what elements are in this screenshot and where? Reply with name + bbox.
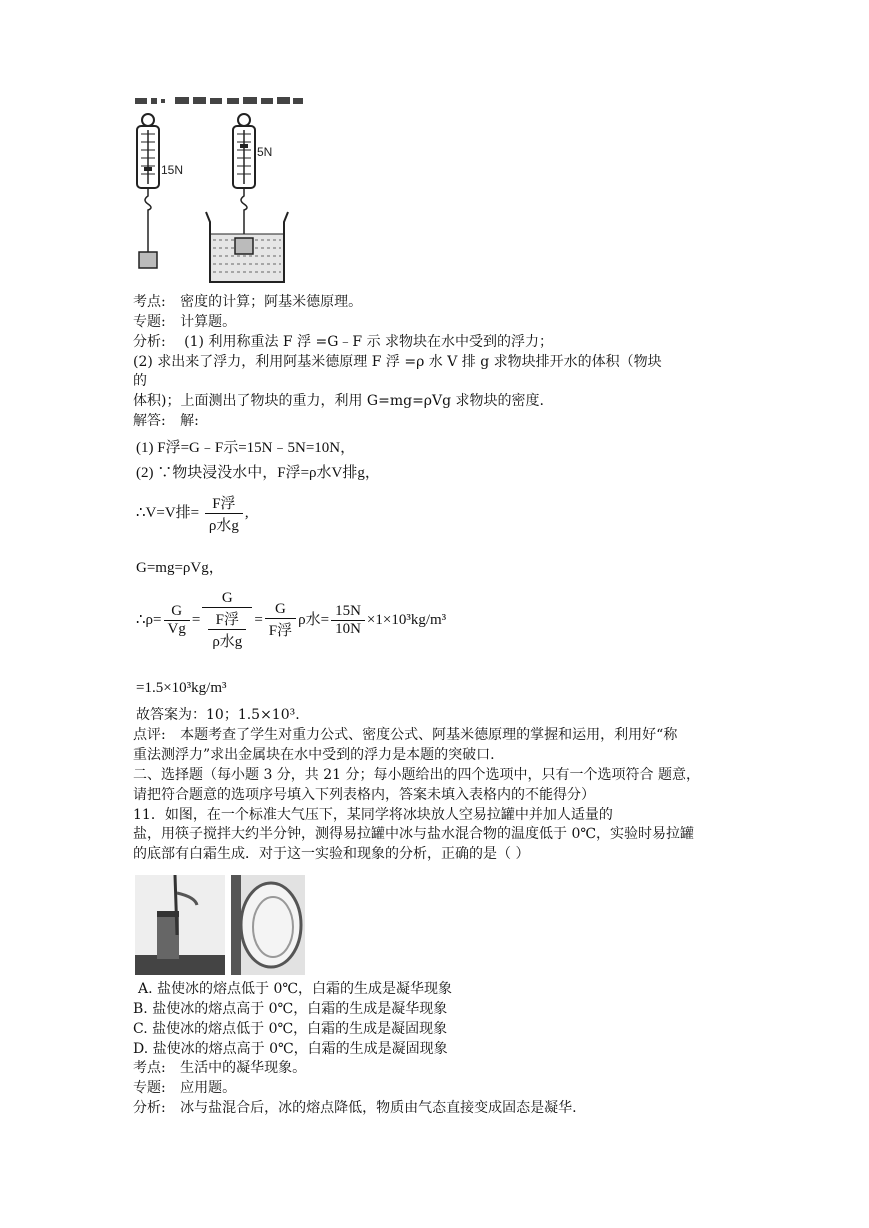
step-3-denominator: ρ水g [208,518,239,534]
q11-stem-1: 11．如图，在一个标准大气压下，某同学将冰块放人空易拉罐中并加人适量的 [133,807,613,823]
zhuanti-line [133,312,236,332]
q11-option-d: D. 盐使冰的熔点高于 0℃，白霜的生成是凝固现象 [133,1041,448,1057]
step-5-f4-den: 10N [335,621,361,637]
dianping-label: 点评: [133,727,166,743]
q11-zhuanti-text: 应用题。 [180,1080,237,1096]
step-5-rho: ρ水= [298,611,330,628]
q11-kaodian-text: 生活中的凝华现象。 [180,1060,307,1076]
q11-fenxi-line [133,1098,577,1118]
section-2-header-1: 二、选择题（每小题 3 分，共 21 分；每小题给出的四个选项中，只有一个选项符合 题意， [133,767,700,783]
left-scale-reading: 15N [161,163,184,177]
zhuanti-text: 计算题。 [180,314,237,330]
step-4: G=mg=ρVg， [136,560,224,576]
step-5-f1-den: Vg [167,621,186,637]
q11-stem-2: 盐，用筷子搅拌大约半分钟，测得易拉罐中冰与盐水混合物的温度低于 0℃，实验时易拉罐 [133,826,695,842]
fenxi-text-4: 体积)；上面测出了物块的重力，利用 G=mg=ρVg 求物块的密度. [133,393,544,409]
dianping-line-1 [133,725,677,745]
step-3-fraction [205,492,243,535]
step-6: =1.5×10³kg/m³ [136,680,227,696]
step-5-lead: ∴ρ= [136,611,162,628]
fenxi-text-1: (1) 利用称重法 F 浮 =G﹣F 示 求物块在水中受到的浮力； [184,334,554,350]
cropped-text-fragment [135,96,305,106]
fenxi-label: 分析: [133,334,166,350]
step-5-f2-den-den: ρ水g [212,634,243,650]
step-3: ∴V=V排= $\frac{\text{F浮}}{\text{ρ水g}}$ , [136,492,249,535]
q11-stem-3: 的底部有白霜生成．对于这一实验和现象的分析，正确的是（ ） [133,846,530,862]
step-5-tail: ×1×10³kg/m³ [366,611,447,628]
kaodian-text: 密度的计算；阿基米德原理。 [180,294,363,310]
answer-line: 故答案为：10；1.5×10³. [136,707,300,723]
fenxi-line-1 [133,332,553,352]
dianping-text-2: 重法测浮力”求出金属块在水中受到的浮力是本题的突破口. [133,747,495,763]
q11-zhuanti-line [133,1078,236,1098]
dianping-text-1: 本题考查了学生对重力公式、密度公式、阿基米德原理的掌握和运用，利用好“称 [180,727,678,743]
kaodian-line [133,292,362,312]
q11-option-b: B. 盐使冰的熔点高于 0℃，白霜的生成是凝华现象 [133,1001,448,1017]
step-5-f4-num: 15N [331,603,365,621]
q11-kaodian-line [133,1058,306,1078]
step-5-f2-den [202,608,252,651]
can-photos [135,875,305,975]
step-5-f2-den-num: F浮 [208,608,246,630]
step-5-f2-den-fraction [208,608,246,651]
step-5-f1-num: G [164,603,190,621]
spring-scale-figure [128,110,328,288]
fenxi-text-2: (2) 求出来了浮力，利用阿基米德原理 F 浮 =ρ 水 V 排 g 求物块排开水的体积（物块 [133,354,662,370]
q11-option-c: C. 盐使冰的熔点低于 0℃，白霜的生成是凝固现象 [133,1021,448,1037]
fenxi-text-3: 的 [133,373,147,389]
step-5-f3-den: F浮 [268,623,293,639]
step-1: (1) F浮=G﹣F示=15N﹣5N=10N， [136,440,356,456]
step-5-f3-num: G [265,601,296,619]
q11-fenxi-label: 分析: [133,1100,166,1116]
section-2-header-2: 请把符合题意的选项序号填入下列表格内，答案未填入表格内的不能得分） [133,787,595,803]
step-5-f2-num: G [202,590,252,608]
q11-fenxi-text: 冰与盐混合后，冰的熔点降低，物质由气态直接变成固态是凝华. [180,1100,577,1116]
jieda-label: 解答: [133,413,166,429]
step-5: ∴ρ= $\frac{G}{Vg}$ = $\frac{G}{\frac{\text{F浮}}{\text{ρ水g}}}$ = $\frac{G}{\text{F浮}}$ ρ水= $\frac{15N}{10N}$ ×1×10³kg/m³ [136,590,447,650]
step-2: (2) ∵物块浸没水中，F浮=ρ水V排g， [136,465,380,481]
spring-scale-diagram [128,110,328,288]
step-3-numerator: F浮 [205,492,243,514]
q11-zhuanti-label: 专题: [133,1080,166,1096]
q11-kaodian-label: 考点: [133,1060,166,1076]
q11-option-a: A. 盐使冰的熔点低于 0℃，白霜的生成是凝华现象 [138,981,453,997]
step-5-fraction-2 [202,590,252,651]
step-3-left: ∴V=V排= [136,504,200,521]
jieda-line [133,411,199,431]
step-5-fraction-4 [331,603,365,638]
zhuanti-label: 专题: [133,314,166,330]
step-5-fraction-3 [265,601,296,640]
right-scale-reading: 5N [257,145,273,159]
can-photo-figure [135,875,305,975]
jieda-text: 解: [180,413,199,429]
kaodian-label: 考点: [133,294,166,310]
step-5-fraction-1 [164,603,190,638]
